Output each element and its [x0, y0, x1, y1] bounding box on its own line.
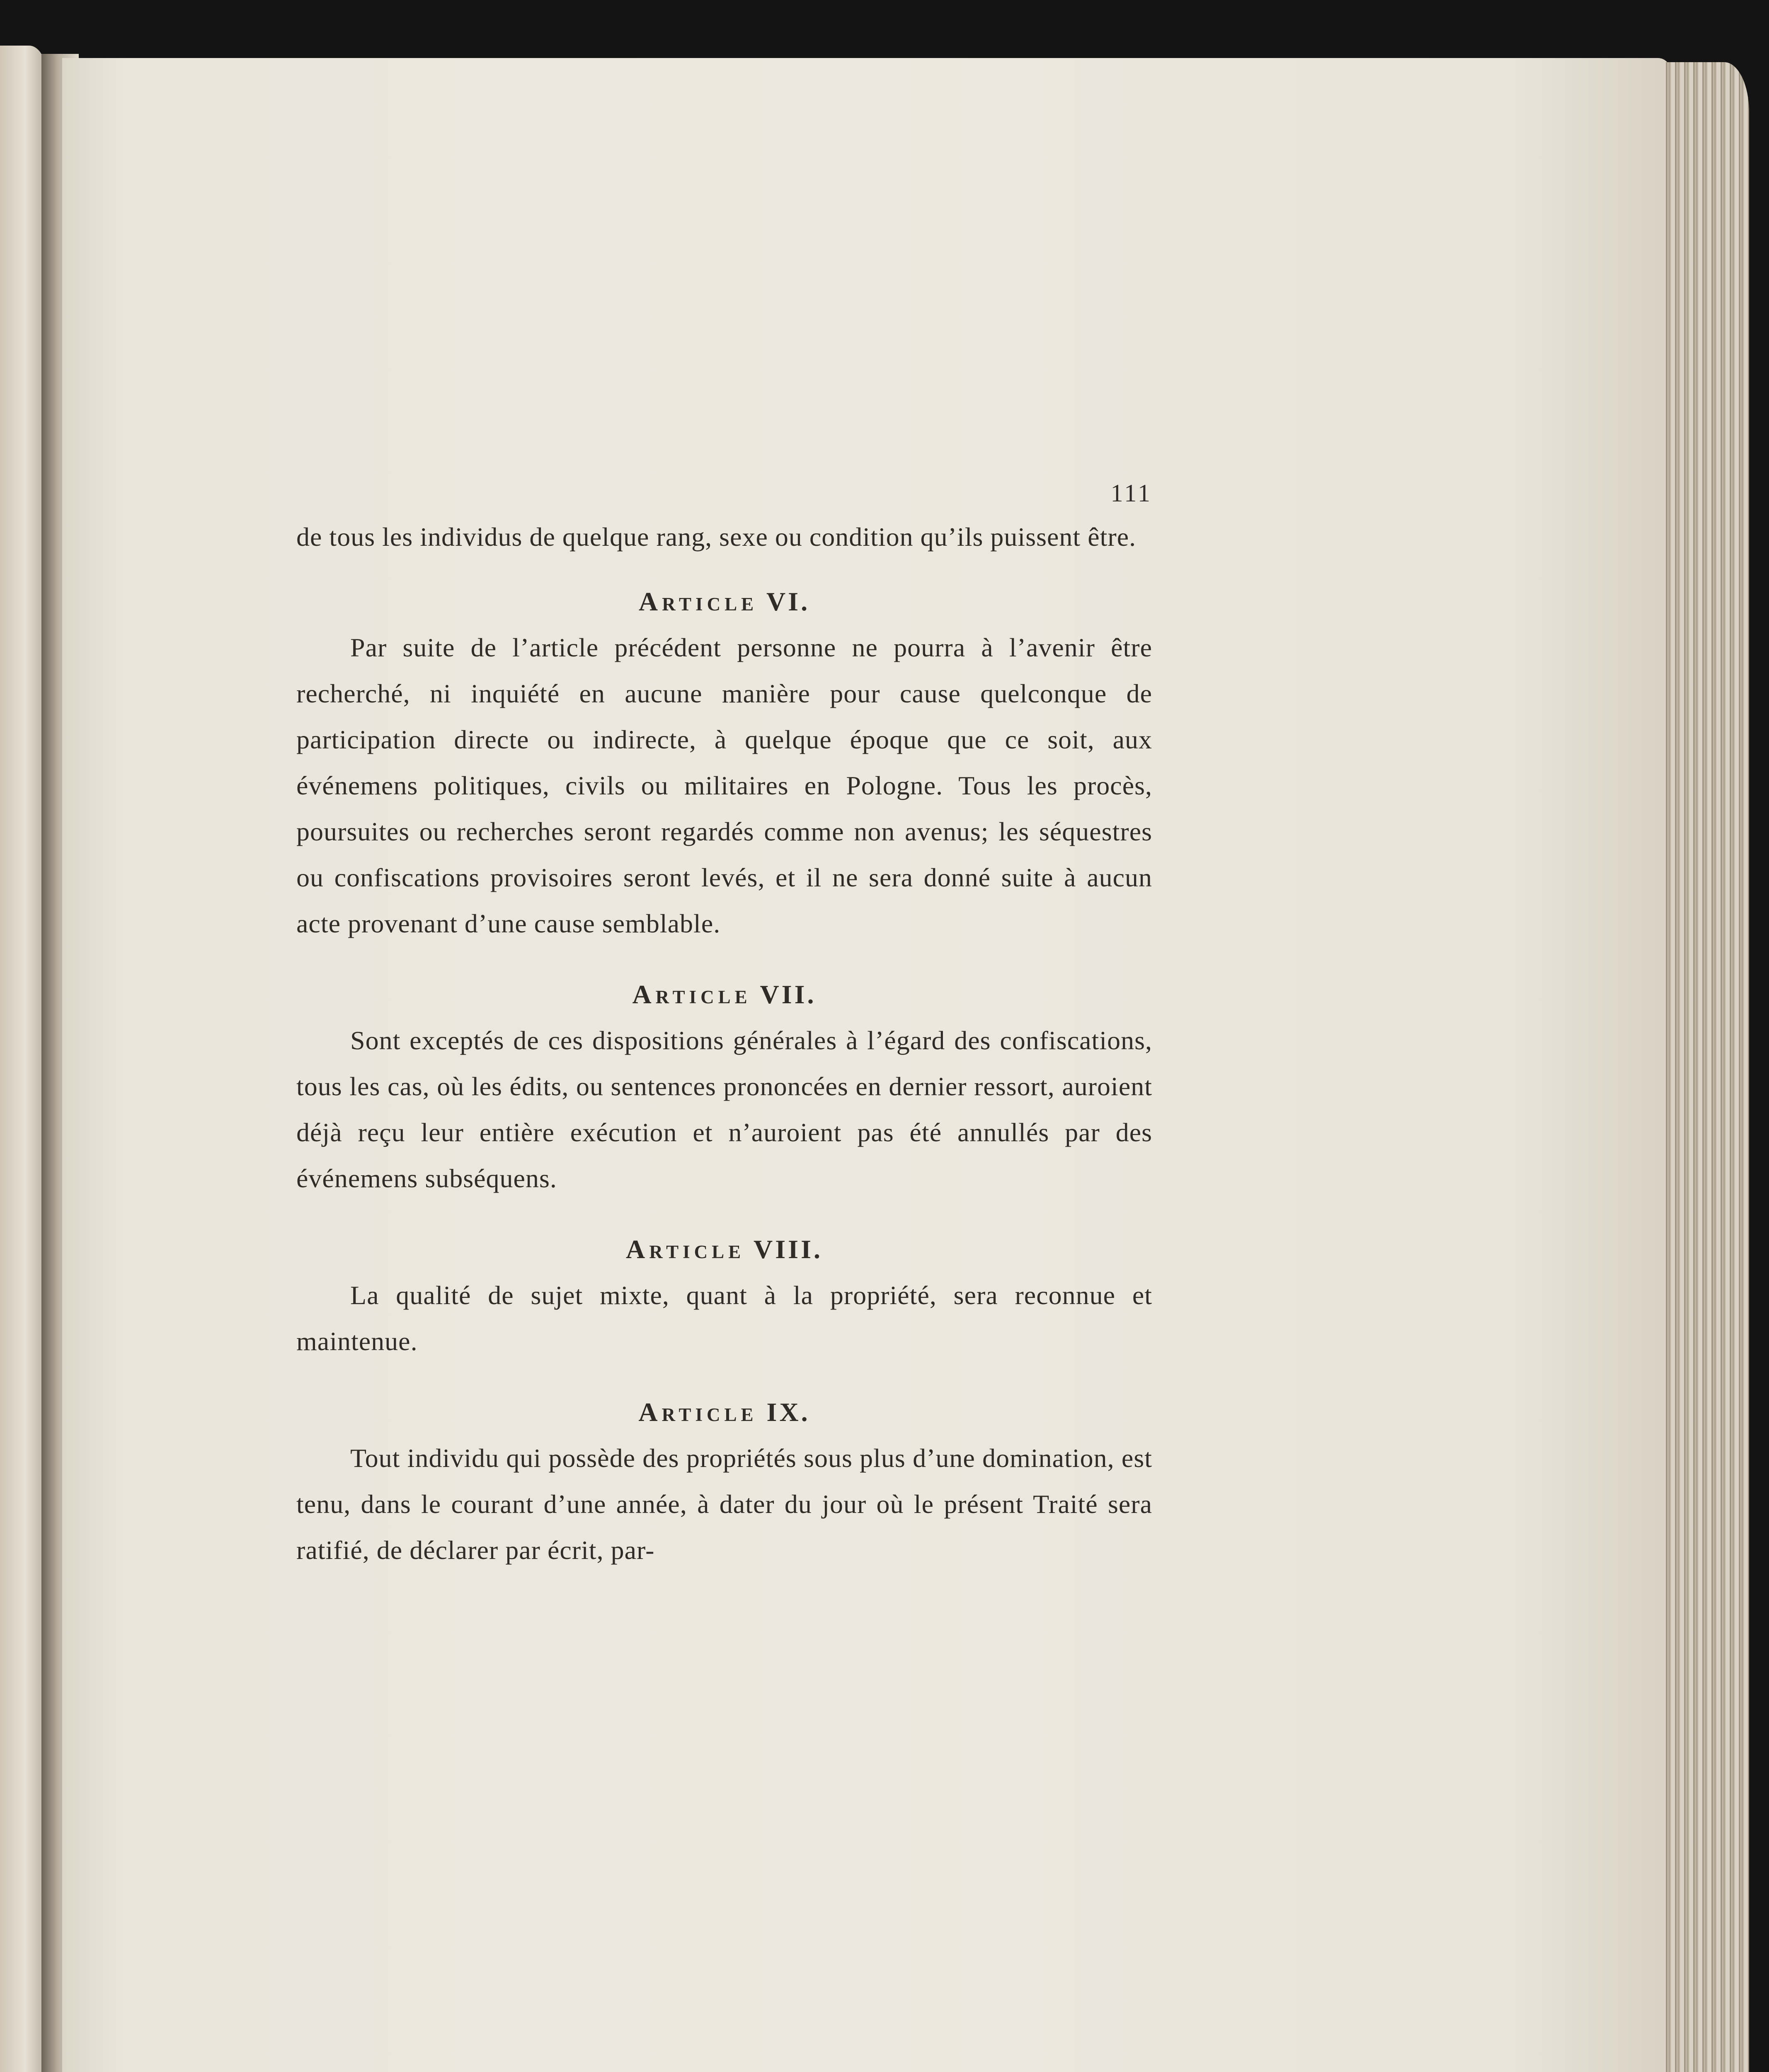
article-paragraph: Tout individu qui possède des propriétés sous plus d’une domination, est tenu, dans le courant d’une année, à dater du jour où le présent Traité sera ratifié, de déclarer par écrit, par-: [296, 1443, 1152, 1565]
page-number: 111: [1110, 479, 1152, 507]
article-heading: Article VIII.: [626, 1234, 823, 1264]
article-paragraph: Sont exceptés de ces dispositions générales à l’égard des confiscations, tous les cas, où les édits, ou sentences prononcées en dernier ressort, auroient déjà reçu leur entière exécution et n’auroient pas été annullés par des événemens subséquens.: [296, 1026, 1152, 1193]
article-heading: Article VI.: [638, 587, 810, 616]
article-heading: Article IX.: [638, 1397, 810, 1427]
continuation-paragraph: de tous les individus de quelque rang, sexe ou condition qu’ils puissent être.: [296, 522, 1137, 552]
article-heading: Article VII.: [632, 980, 817, 1009]
page-text: [296, 472, 1152, 1573]
article-paragraph: Par suite de l’article précédent personne ne pourra à l’avenir être recherché, ni inquiété en aucune manière pour cause quelconque de participation directe ou indirecte, à quelque époque que ce soit, aux événemens politiques, civils ou militaires en Pologne. Tous les procès, poursuites ou recherches seront regardés comme non avenus; les séquestres ou confiscations provisoires seront levés, et il ne sera donné suite à aucun acte provenant d’une cause semblable.: [296, 633, 1152, 938]
article-paragraph: La qualité de sujet mixte, quant à la propriété, sera reconnue et maintenue.: [296, 1280, 1152, 1356]
facing-page-edge: [0, 46, 46, 2072]
page-stack-edge: [1662, 62, 1749, 2072]
